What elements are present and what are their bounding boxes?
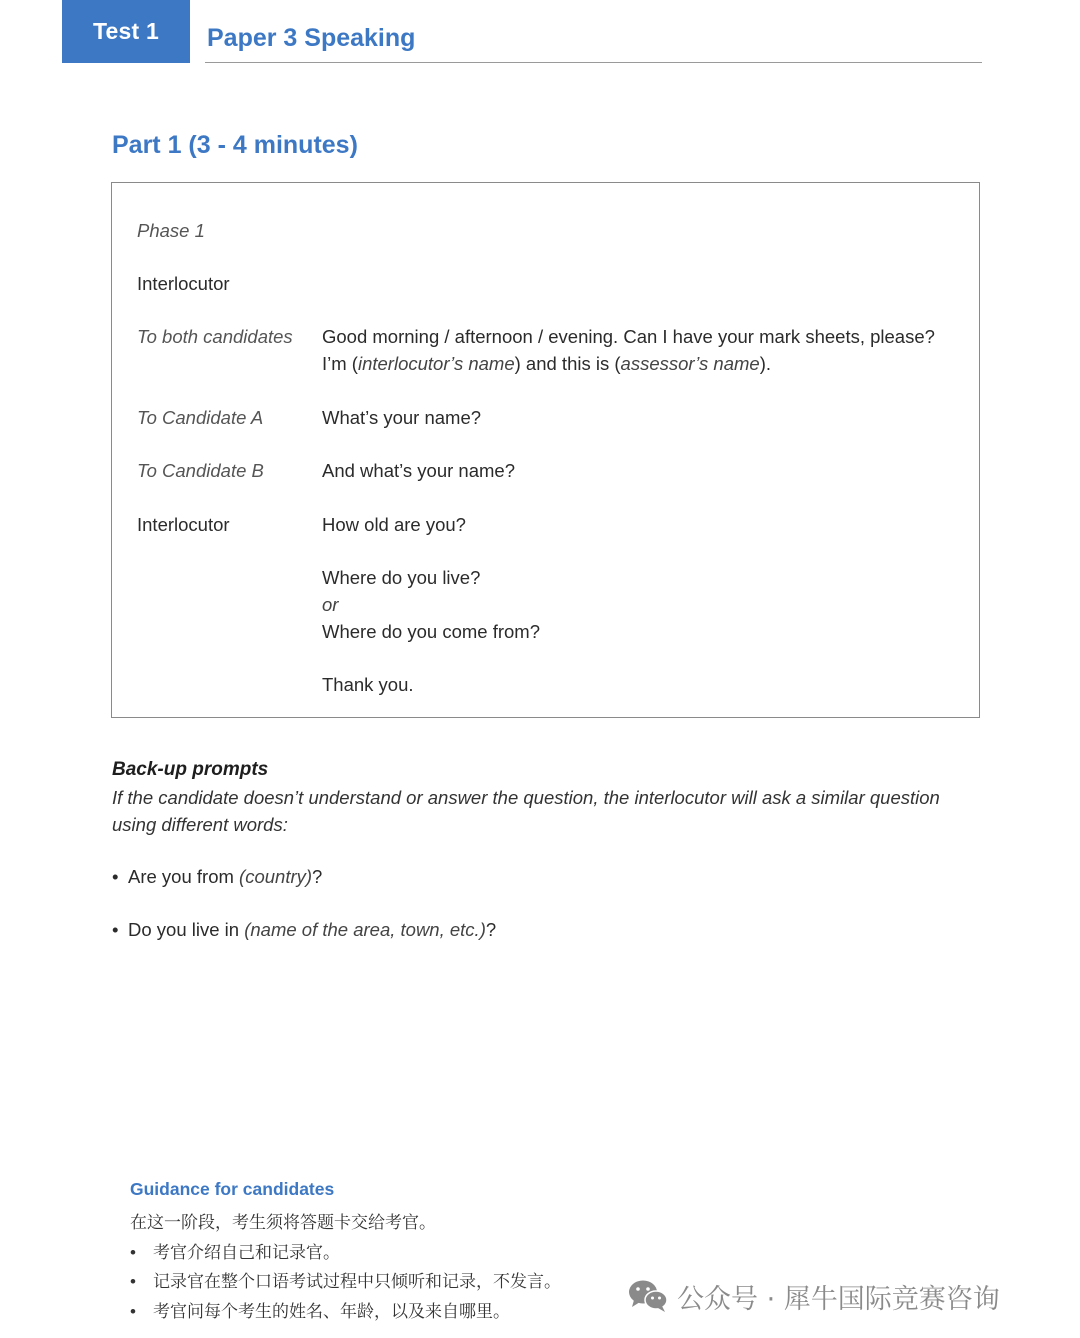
or-text	[322, 591, 338, 618]
script-box	[111, 182, 980, 718]
thank-you-line: Thank you.	[322, 674, 414, 695]
guidance-item	[130, 1297, 510, 1322]
phase-label: Phase 1	[137, 220, 205, 241]
guidance-title: Guidance for candidates	[130, 1179, 335, 1199]
guidance-item-text: 考官介绍自己和记录官。	[153, 1243, 340, 1263]
guidance-item-text: 记录官在整个口语考试过程中只倾听和记录，不发言。	[153, 1272, 561, 1292]
watermark-text: 公众号 · 犀牛国际竞赛咨询	[677, 1283, 1000, 1315]
question-live: Where do you live?	[322, 567, 481, 588]
backup-prompts-description: If the candidate doesn’t understand or answer the question, the interlocutor will ask a similar question using different words:	[112, 787, 940, 835]
bullet-dot: •	[130, 1272, 136, 1291]
backup-prompt-country	[112, 866, 322, 888]
prompt-italic: (country)	[239, 866, 313, 887]
intro-interlocutor-name: interlocutor’s name	[357, 353, 515, 374]
bullet-dot: •	[112, 919, 119, 940]
interlocutor-label-2: Interlocutor	[137, 514, 230, 535]
test-tab: Test 1	[62, 0, 190, 63]
paper-title: Paper 3 Speaking	[207, 24, 416, 52]
part-heading: Part 1 (3 - 4 minutes)	[112, 131, 358, 159]
bullet-dot: •	[130, 1302, 136, 1321]
interlocutor-label: Interlocutor	[137, 273, 230, 294]
intro-post: ).	[759, 353, 772, 374]
guidance-intro: 在这一阶段，考生须将答题卡交给考官。	[130, 1213, 436, 1233]
question-age: How old are you?	[322, 514, 466, 535]
introduction-line	[322, 350, 771, 377]
wechat-icon	[627, 1278, 669, 1314]
watermark	[627, 1276, 1000, 1316]
prompt-text: Are you from	[128, 866, 240, 887]
both-candidates-label: To both candidates	[137, 326, 293, 347]
guidance-item	[130, 1267, 561, 1292]
question-name-b: And what’s your name?	[322, 460, 515, 481]
intro-mid: ) and this is (	[514, 353, 621, 374]
backup-prompts-title: Back-up prompts	[112, 759, 269, 780]
greeting-line: Good morning / afternoon / evening. Can I have your mark sheets, please?	[322, 326, 935, 347]
or-italic: or	[322, 594, 339, 615]
bullet-dot: •	[112, 866, 119, 887]
backup-prompt-area	[112, 919, 496, 941]
bullet-dot: •	[130, 1243, 136, 1262]
question-name-a: What’s your name?	[322, 407, 482, 428]
question-from: Where do you come from?	[322, 621, 540, 642]
candidate-b-label: To Candidate B	[137, 460, 264, 481]
guidance-item	[130, 1238, 340, 1263]
prompt-text: Do you live in	[128, 919, 245, 940]
prompt-end: ?	[312, 866, 323, 887]
guidance-item-text: 考官问每个考生的姓名、年龄，以及来自哪里。	[153, 1302, 510, 1322]
intro-assessor-name: assessor’s name	[620, 353, 760, 374]
candidate-a-label: To Candidate A	[137, 407, 264, 428]
prompt-italic: (name of the area, town, etc.)	[244, 919, 486, 940]
header-rule	[205, 62, 982, 63]
prompt-end: ?	[485, 919, 497, 940]
intro-pre: I’m (	[322, 353, 358, 374]
